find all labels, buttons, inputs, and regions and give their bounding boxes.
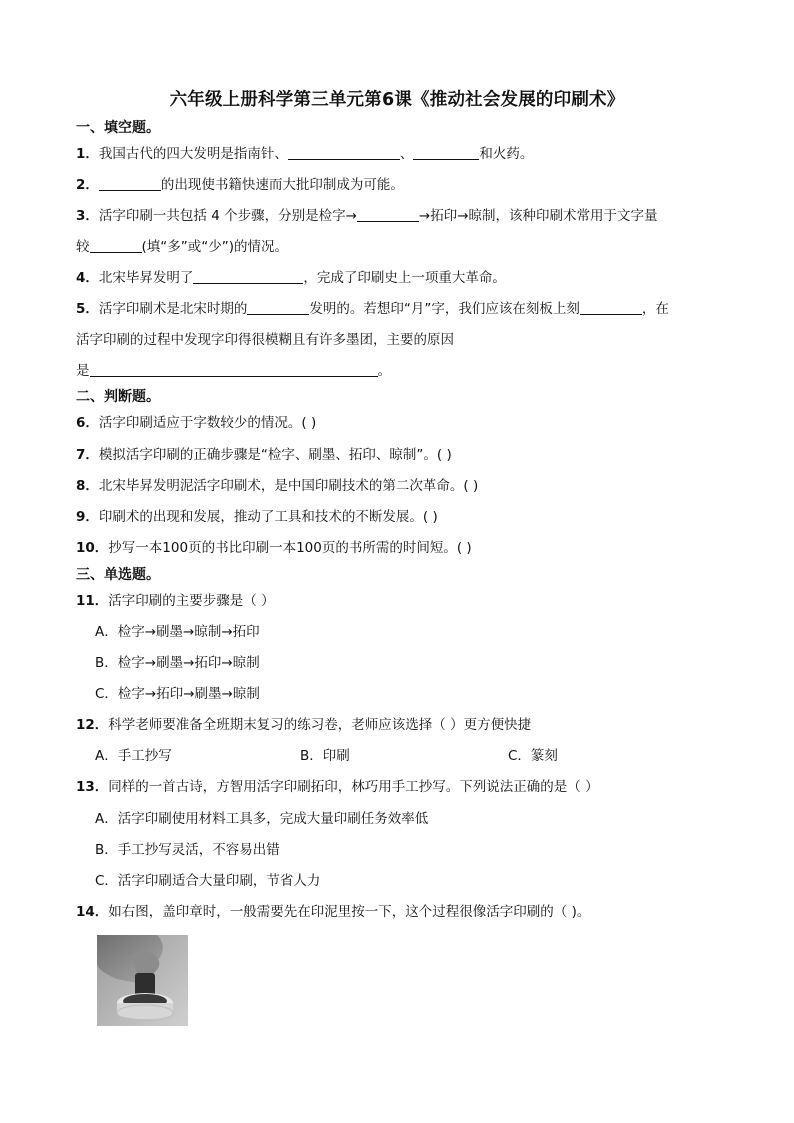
question-number: 14． (76, 904, 109, 920)
answer-blank[interactable] (288, 145, 400, 160)
option-a[interactable]: A．检字→刷墨→晾制→拓印 (95, 624, 260, 640)
answer-blank[interactable] (90, 362, 378, 377)
question-text: →拓印→晾制，该种印刷术常用于文字量 (418, 208, 658, 224)
question-text: 活字印刷术是北宋时期的 (98, 301, 248, 317)
question-13 (76, 778, 599, 796)
question-1 (76, 145, 533, 163)
question-text: 北宋毕昇发明了 (98, 270, 194, 286)
answer-blank[interactable] (580, 300, 642, 315)
question-3-continued (76, 238, 288, 256)
option-a[interactable]: A．手工抄写 (95, 748, 172, 764)
answer-blank[interactable] (193, 269, 303, 284)
question-text: 较 (76, 239, 90, 255)
page-title: 六年级上册科学第三单元第6课《推动社会发展的印刷术》 (169, 90, 625, 110)
question-text: 北宋毕昇发明泥活字印刷术，是中国印刷技术的第二次革命。( ) (98, 478, 479, 494)
question-text: 活字印刷的主要步骤是（ ） (108, 593, 275, 609)
question-text: 如右图，盖印章时，一般需要先在印泥里按一下，这个过程很像活字印刷的（ )。 (108, 904, 591, 920)
question-number: 11． (76, 593, 109, 609)
question-9 (76, 508, 438, 526)
question-number: 1． (76, 146, 99, 162)
question-number: 4． (76, 270, 99, 286)
answer-blank[interactable] (90, 238, 142, 253)
question-number: 2． (76, 177, 99, 193)
question-text: 活字印刷一共包括 4 个步骤，分别是检字→ (98, 208, 357, 224)
question-text: 是 (76, 363, 90, 379)
question-text: (填“多”或“少”)的情况。 (141, 239, 289, 255)
option-b[interactable]: B．印刷 (300, 748, 350, 764)
stamp-ink-pad-photo (97, 935, 188, 1026)
question-text: 和火药。 (479, 146, 534, 162)
question-text: 印刷术的出现和发展，推动了工具和技术的不断发展。( ) (98, 509, 438, 525)
answer-blank[interactable] (99, 176, 161, 191)
question-text: 发明的。若想印“月”字，我们应该在刻板上刻 (309, 301, 580, 317)
answer-blank[interactable] (247, 300, 309, 315)
question-text: 。 (377, 363, 391, 379)
question-number: 5． (76, 301, 99, 317)
question-text: ，在 (641, 301, 669, 317)
option-b[interactable]: B．手工抄写灵活，不容易出错 (95, 842, 280, 858)
question-5-answer-line (76, 362, 391, 380)
option-c[interactable]: C．检字→拓印→刷墨→晾制 (95, 686, 260, 702)
question-number: 12． (76, 717, 109, 733)
question-number: 3． (76, 208, 99, 224)
question-text: 科学老师要准备全班期末复习的练习卷，老师应该选择（ ）更方便快捷 (108, 717, 532, 733)
question-text: 的出现使书籍快速而大批印制成为可能。 (160, 177, 404, 193)
question-5-continued: 活字印刷的过程中发现字印得很模糊且有许多墨团，主要的原因 (76, 332, 454, 348)
question-6 (76, 414, 316, 432)
question-number: 9． (76, 509, 99, 525)
question-11 (76, 592, 275, 610)
question-text: 我国古代的四大发明是指南针、 (98, 146, 288, 162)
question-number: 8． (76, 478, 99, 494)
section-heading-fill-blank: 一、填空题。 (76, 120, 160, 136)
question-text: 、 (399, 146, 414, 162)
option-c[interactable]: C．篆刻 (508, 748, 558, 764)
question-2 (76, 176, 404, 194)
question-text: 同样的一首古诗，方智用活字印刷拓印，林巧用手工抄写。下列说法正确的是（ ） (108, 779, 599, 795)
section-heading-single-choice: 三、单选题。 (76, 567, 160, 583)
option-a[interactable]: A．活字印刷使用材料工具多，完成大量印刷任务效率低 (95, 811, 429, 827)
question-number: 13． (76, 779, 109, 795)
question-text: 活字印刷适应于字数较少的情况。( ) (98, 415, 317, 431)
question-text: 抄写一本100页的书比印刷一本100页的书所需的时间短。( ) (108, 540, 472, 556)
answer-blank[interactable] (357, 207, 419, 222)
question-text: 模拟活字印刷的正确步骤是“检字、刷墨、拓印、晾制”。( ) (98, 447, 452, 463)
question-7 (76, 446, 452, 464)
question-number: 6． (76, 415, 99, 431)
question-5 (76, 300, 669, 318)
question-8 (76, 477, 478, 495)
question-10 (76, 539, 472, 557)
section-heading-true-false: 二、判断题。 (76, 389, 160, 405)
question-14 (76, 903, 590, 921)
option-b[interactable]: B．检字→刷墨→拓印→晾制 (95, 655, 260, 671)
question-number: 7． (76, 447, 99, 463)
question-3 (76, 207, 658, 225)
question-text: ，完成了印刷史上一项重大革命。 (303, 270, 506, 286)
question-number: 10． (76, 540, 109, 556)
question-12 (76, 716, 531, 734)
option-c[interactable]: C．活字印刷适合大量印刷，节省人力 (95, 873, 321, 889)
answer-blank[interactable] (413, 145, 479, 160)
question-4 (76, 269, 506, 287)
